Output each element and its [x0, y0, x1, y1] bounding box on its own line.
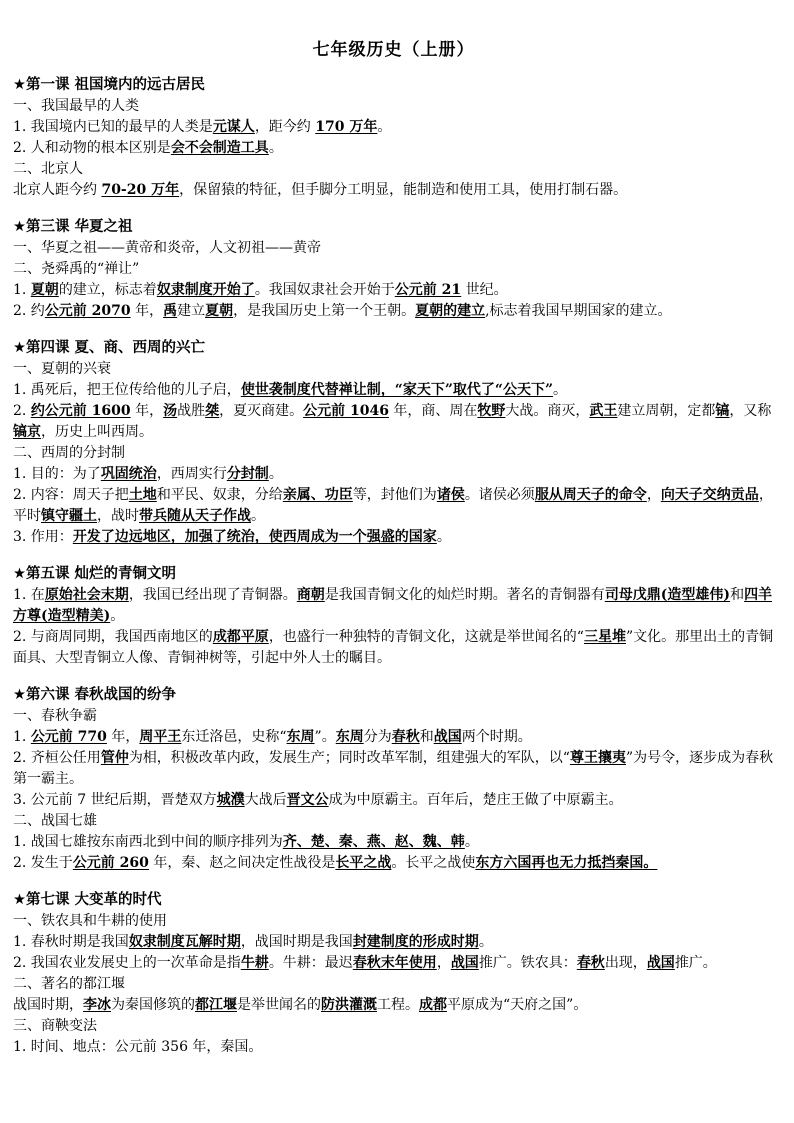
text-segment: 1. 春秋时期是我国: [13, 934, 129, 950]
text-segment: 成为中原霸主。百年后，楚庄王做了中原霸主。: [328, 792, 623, 808]
sections-container: [13, 74, 774, 1058]
text-line: [13, 853, 774, 874]
text-segment: 。: [268, 466, 283, 482]
text-line: [13, 727, 774, 748]
text-segment: 推广。铁农具：: [478, 955, 577, 971]
text-line: [13, 932, 774, 953]
text-segment: 战胜: [177, 403, 206, 419]
text-segment: 等，封他们为: [352, 487, 437, 503]
text-segment: ”文化。那里出土的青铜面具、大型青铜立人像、青铜神树等，引起中外人士的瞩目。: [13, 629, 774, 666]
text-line: [13, 790, 774, 811]
text-segment: 二、北京人: [13, 161, 83, 177]
key-term: 桀: [205, 403, 220, 419]
key-term: 使世袭制度代替禅让制，“家天下”取代了“公天下”: [240, 382, 554, 398]
text-segment: ，我国已经出现了青铜器。: [128, 587, 297, 603]
key-term: 封建制度的形成时期: [352, 934, 479, 950]
text-segment: 的建立，标志着: [58, 282, 157, 298]
text-segment: 东迁洛邑，史称“: [181, 729, 287, 745]
text-line: [13, 706, 774, 727]
key-term: 亲属、功臣: [282, 487, 353, 503]
text-segment: 1.: [13, 282, 31, 298]
text-segment: ”。: [314, 729, 336, 745]
text-segment: 出现，: [604, 955, 647, 971]
text-segment: ，夏灭商建。: [219, 403, 304, 419]
text-line: [13, 527, 774, 548]
key-term: 防洪灌溉: [321, 997, 377, 1013]
key-term: 夏朝: [205, 303, 234, 319]
text-segment: 2. 人和动物的根本区别是: [13, 140, 171, 156]
text-segment: 2.: [13, 403, 31, 419]
text-segment: 年，: [130, 303, 164, 319]
key-term: 禹: [163, 303, 178, 319]
text-segment: 大战后: [244, 792, 287, 808]
key-term: 开发了边远地区，加强了统治，使西周成为一个强盛的国家: [72, 529, 437, 545]
text-segment: 。长平之战使: [391, 855, 476, 871]
text-segment: 1. 战国七雄按东南西北到中间的顺序排列为: [13, 834, 283, 850]
key-term: 带兵随从天子作战: [139, 508, 251, 524]
text-segment: 一、华夏之祖——黄帝和炎帝，人文初祖——黄帝: [13, 240, 321, 256]
key-term: 春秋: [391, 729, 420, 745]
key-term: 春秋末年使用: [352, 955, 437, 971]
text-segment: 推广。: [674, 955, 717, 971]
text-line: [13, 259, 774, 280]
text-line: [13, 1037, 774, 1058]
key-term: 夏朝: [30, 282, 59, 298]
key-term: 东周: [335, 729, 364, 745]
key-term: 约公元前 1600: [30, 403, 131, 419]
text-segment: ，又称: [729, 403, 772, 419]
key-term: 原始社会末期: [44, 587, 129, 603]
key-term: 170 万年: [315, 119, 378, 135]
key-term: 司母戊鼎(造型雄伟): [604, 587, 731, 603]
key-term: 镐: [715, 403, 730, 419]
text-segment: 。: [464, 834, 479, 850]
text-segment: 1. 在: [13, 587, 45, 603]
text-segment: 是我国青铜文化的灿烂时期。著名的青铜器有: [324, 587, 605, 603]
text-segment: 为秦国修筑的: [111, 997, 195, 1013]
text-line: [13, 380, 774, 401]
text-segment: 大战。商灭，: [505, 403, 590, 419]
text-segment: 。: [268, 140, 283, 156]
key-term: 齐、楚、秦、燕、赵、魏、韩: [282, 834, 465, 850]
key-term: 公元前 260: [72, 855, 149, 871]
text-segment: 年，: [106, 729, 140, 745]
text-segment: 北京人距今约: [13, 182, 102, 198]
lesson-heading: ★第三课 华夏之祖: [13, 219, 133, 235]
text-segment: 建立: [177, 303, 206, 319]
text-segment: 。: [553, 382, 568, 398]
key-term: 战国: [450, 955, 479, 971]
lesson-heading: ★第五课 灿烂的青铜文明: [13, 566, 177, 582]
key-term: 牛耕: [240, 955, 269, 971]
key-term: 李冰: [83, 997, 111, 1013]
text-segment: 为相，积极改革内政，发展生产；同时改革军制，组建强大的军队，以“: [128, 750, 570, 766]
text-segment: 2. 与商周同期，我国西南地区的: [13, 629, 213, 645]
key-term: 商朝: [296, 587, 325, 603]
text-segment: ，距今约: [254, 119, 316, 135]
key-term: 城濮: [216, 792, 245, 808]
text-line: [13, 401, 774, 443]
text-line: [13, 974, 774, 995]
text-line: [13, 238, 774, 259]
text-line: [13, 911, 774, 932]
text-segment: 两个时期。: [461, 729, 532, 745]
key-term: 武王: [589, 403, 618, 419]
text-segment: 工程。: [377, 997, 419, 1013]
text-segment: 2. 我国农业发展史上的一次革命是指: [13, 955, 241, 971]
key-term: 诸侯: [436, 487, 465, 503]
lesson-heading: ★第六课 春秋战国的纷争: [13, 687, 177, 703]
key-term: 长平之战: [335, 855, 392, 871]
key-term: 巩固统治: [100, 466, 157, 482]
lesson-section: [13, 216, 774, 322]
key-term: 会不会制造工具: [170, 140, 269, 156]
key-term: 土地: [128, 487, 157, 503]
key-term: 汤: [163, 403, 178, 419]
key-term: 尊王攘夷: [569, 750, 626, 766]
text-segment: 3. 作用：: [13, 529, 73, 545]
text-line: [13, 301, 774, 322]
key-term: 牧野: [477, 403, 506, 419]
key-term: 成都: [419, 997, 447, 1013]
text-segment: ，保留猿的特征，但手脚分工明显，能制造和使用工具，使用打制石器。: [179, 182, 628, 198]
text-segment: 战国时期，: [13, 997, 83, 1013]
text-segment: ，: [436, 955, 451, 971]
key-term: 晋文公: [286, 792, 329, 808]
text-segment: 世纪。: [461, 282, 508, 298]
text-line: [13, 832, 774, 853]
text-segment: 二、著名的都江堰: [13, 976, 125, 992]
text-segment: 。诸侯必须: [464, 487, 535, 503]
key-term: 奴隶制度瓦解时期: [128, 934, 241, 950]
key-term: 镇守疆土: [41, 508, 97, 524]
text-segment: 年，: [130, 403, 164, 419]
text-segment: ，是我国历史上第一个王朝。: [233, 303, 416, 319]
text-segment: 建立周朝，定都: [617, 403, 716, 419]
key-term: 公元前 770: [30, 729, 107, 745]
text-line: [13, 138, 774, 159]
text-segment: 和平民、奴隶，分给: [156, 487, 283, 503]
text-segment: ，战时: [97, 508, 139, 524]
text-segment: 一、夏朝的兴衰: [13, 361, 111, 377]
page-title: 七年级历史（上册）: [312, 40, 475, 60]
text-segment: ，平时: [13, 487, 773, 524]
key-term: 服从周天子的命令: [534, 487, 647, 503]
lesson-heading: ★第七课 大变革的时代: [13, 892, 162, 908]
text-segment: 2. 内容：周天子把: [13, 487, 129, 503]
text-segment: 分为: [363, 729, 392, 745]
text-line: [13, 995, 774, 1016]
text-line: [13, 811, 774, 832]
text-segment: ，: [646, 487, 661, 503]
text-segment: 1. 时间、地点：公元前 356 年，秦国。: [13, 1039, 263, 1055]
text-segment: ，历史上叫西周。: [41, 424, 153, 440]
text-segment: 2. 发生于: [13, 855, 73, 871]
key-term: 三星堆: [583, 629, 626, 645]
text-line: [13, 1016, 774, 1037]
key-term: 成都平原: [212, 629, 269, 645]
key-term: 向天子交纳贡品: [660, 487, 759, 503]
text-segment: 一、春秋争霸: [13, 708, 97, 724]
text-segment: 三、商鞅变法: [13, 1018, 97, 1034]
text-segment: 。: [436, 529, 451, 545]
lesson-section: [13, 889, 774, 1058]
text-segment: 。: [478, 934, 493, 950]
key-term: 公元前 2070: [44, 303, 131, 319]
key-term: 战国: [646, 955, 675, 971]
text-segment: 二、尧舜禹的“禅让”: [13, 261, 140, 277]
key-term: 元谋人: [212, 119, 255, 135]
text-line: [13, 585, 774, 627]
text-segment: 1. 我国境内已知的最早的人类是: [13, 119, 213, 135]
text-segment: 二、战国七雄: [13, 813, 97, 829]
text-segment: ，也盛行一种独特的青铜文化，这就是举世闻名的“: [268, 629, 584, 645]
key-term: 都江堰: [195, 997, 237, 1013]
key-term: 公元前 21: [394, 282, 462, 298]
lesson-section: [13, 74, 774, 201]
key-term: 东周: [286, 729, 315, 745]
text-segment: 1. 禹死后，把王位传给他的儿子启，: [13, 382, 241, 398]
text-segment: 。: [251, 508, 265, 524]
lesson-heading: ★第四课 夏、商、西周的兴亡: [13, 340, 206, 356]
text-line: [13, 443, 774, 464]
text-segment: 。牛耕：最迟: [268, 955, 353, 971]
text-line: [13, 627, 774, 669]
key-term: 东方六国再也无力抵挡秦国。: [475, 855, 658, 871]
text-segment: 1. 目的：为了: [13, 466, 101, 482]
lesson-section: [13, 563, 774, 669]
text-segment: 平原成为“天府之国”。: [447, 997, 588, 1013]
text-line: [13, 359, 774, 380]
text-segment: ,标志着我国早期国家的建立。: [485, 303, 672, 319]
text-segment: 一、铁农具和牛耕的使用: [13, 913, 167, 929]
key-term: 分封制: [226, 466, 269, 482]
text-line: [13, 953, 774, 974]
text-line: [13, 180, 774, 201]
key-term: 夏朝的建立: [415, 303, 486, 319]
text-segment: 。我国奴隶社会开始于: [254, 282, 395, 298]
text-line: [13, 485, 774, 527]
key-term: 70-20 万年: [101, 182, 180, 198]
text-segment: 。: [110, 608, 125, 624]
text-line: [13, 280, 774, 301]
key-term: 公元前 1046: [303, 403, 389, 419]
text-segment: 2. 约: [13, 303, 45, 319]
key-term: 周平王: [139, 729, 182, 745]
text-segment: ”为号令，逐步成为春秋第一霸主。: [13, 750, 774, 787]
lesson-section: [13, 684, 774, 874]
lesson-section: [13, 337, 774, 548]
text-segment: 二、西周的分封制: [13, 445, 125, 461]
text-segment: 。: [377, 119, 392, 135]
key-term: 春秋: [576, 955, 605, 971]
text-line: [13, 96, 774, 117]
key-term: 镐京: [13, 424, 41, 440]
text-line: [13, 159, 774, 180]
lesson-heading: ★第一课 祖国境内的远古居民: [13, 77, 206, 93]
text-segment: 和: [730, 587, 745, 603]
text-segment: 年，商、周在: [388, 403, 478, 419]
text-segment: 年，秦、赵之间决定性战役是: [148, 855, 336, 871]
text-segment: 1.: [13, 729, 31, 745]
key-term: 管仲: [100, 750, 129, 766]
text-segment: 3. 公元前 7 世纪后期，晋楚双方: [13, 792, 217, 808]
text-line: [13, 117, 774, 138]
text-segment: ，战国时期是我国: [240, 934, 353, 950]
key-term: 四羊方尊(造型精美): [13, 587, 773, 624]
key-term: 战国: [433, 729, 462, 745]
text-segment: 是举世闻名的: [237, 997, 321, 1013]
text-segment: 一、我国最早的人类: [13, 98, 139, 114]
text-line: [13, 748, 774, 790]
text-segment: ，西周实行: [156, 466, 227, 482]
key-term: 奴隶制度开始了: [156, 282, 255, 298]
text-segment: 和: [419, 729, 434, 745]
text-segment: 2. 齐桓公任用: [13, 750, 101, 766]
text-line: [13, 464, 774, 485]
